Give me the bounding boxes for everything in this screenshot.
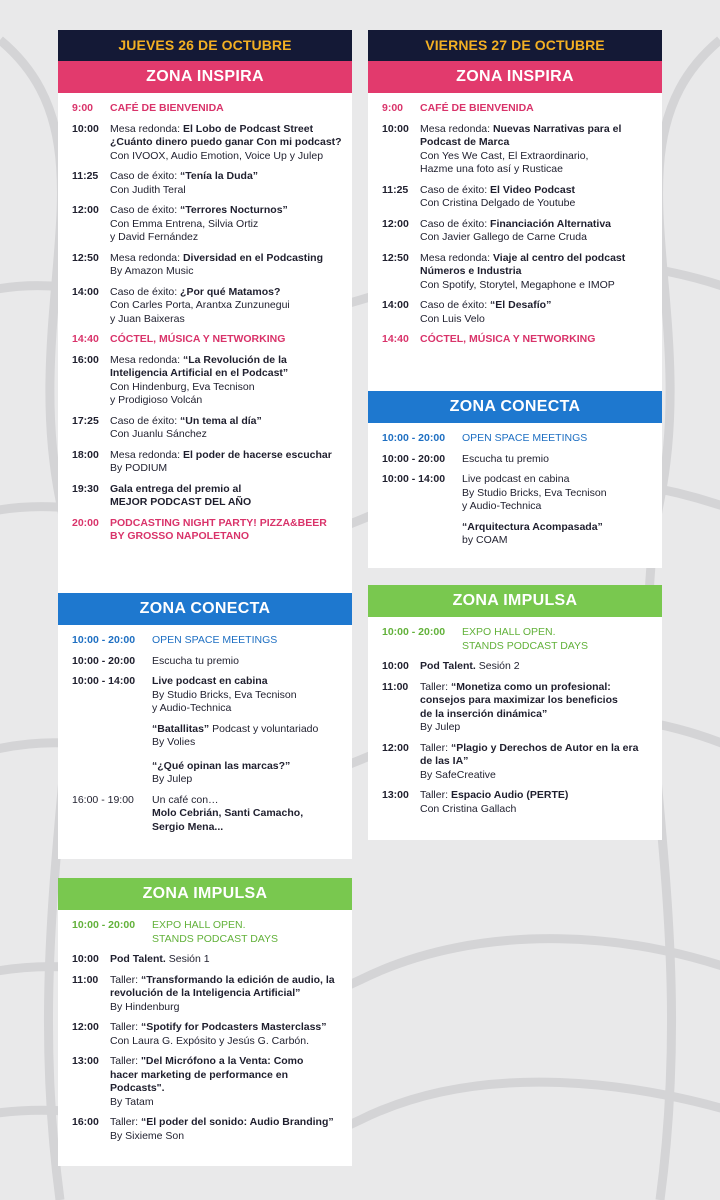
list-item: 11:00 Taller: “Monetiza como un profesional: consejos para maximizar los beneficios de la inserción dinámica” By Julep — [382, 680, 618, 733]
list-item: 16:00 - 19:00 Un café con… Molo Cebrián, Santi Camacho, Sergio Mena... — [72, 793, 304, 833]
friday-impulsa-schedule — [368, 617, 662, 840]
list-item: 11:25 Caso de éxito: El Video Podcast Con Cristina Delgado de Youtube — [382, 183, 576, 209]
thursday-zona-inspira-header: ZONA INSPIRA — [58, 61, 352, 93]
list-item: “Batallitas” Podcast y voluntariado By Volies — [152, 722, 319, 748]
list-item: 10:00 Mesa redonda: Nuevas Narrativas para el Podcast de Marca Con Yes We Cast, El Extraordinario, Hazme una foto así y Rusticae — [382, 122, 622, 175]
list-item: 10:00 - 20:00 EXPO HALL OPEN. STANDS PODCAST DAYS — [382, 626, 589, 652]
list-item: 17:25 Caso de éxito: “Un tema al día” Con Juanlu Sánchez — [72, 414, 262, 440]
list-item: 14:00 Caso de éxito: ¿Por qué Matamos? Con Carles Porta, Arantxa Zunzunegui y Juan Baixeras — [72, 285, 290, 325]
list-item: 13:00 Taller: Espacio Audio (PERTE) Con Cristina Gallach — [382, 789, 569, 815]
friday-inspira-schedule — [368, 93, 662, 420]
thursday-day-header: JUEVES 26 DE OCTUBRE — [58, 30, 352, 61]
friday-day-header: VIERNES 27 DE OCTUBRE — [368, 30, 662, 61]
list-item: 14:40 CÓCTEL, MÚSICA Y NETWORKING — [382, 333, 596, 345]
list-item: 10:00 - 14:00 Live podcast en cabina By Studio Bricks, Eva Tecnison y Audio-Technica — [72, 675, 297, 714]
list-item: 10:00 - 20:00 Escucha tu premio — [382, 452, 549, 465]
thursday-conecta-section — [58, 593, 352, 859]
list-item: 18:00 Mesa redonda: El poder de hacerse escuchar By PODIUM — [72, 448, 332, 474]
friday-zona-inspira-header: ZONA INSPIRA — [368, 61, 662, 93]
list-item: 11:25 Caso de éxito: “Tenía la Duda” Con Judith Teral — [72, 170, 259, 196]
thursday-zona-impulsa-header: ZONA IMPULSA — [58, 878, 352, 910]
friday-impulsa-section — [368, 585, 662, 840]
thursday-inspira-schedule — [58, 93, 352, 604]
thursday-impulsa-section — [58, 878, 352, 1166]
list-item: 14:40 CÓCTEL, MÚSICA Y NETWORKING — [72, 333, 286, 345]
thursday-conecta-schedule — [58, 625, 352, 859]
list-item: 16:00 Mesa redonda: “La Revolución de la Inteligencia Artificial en el Podcast” Con Hindenburg, Eva Tecnison y Prodigioso Volcán — [72, 353, 289, 406]
friday-zona-impulsa-header: ZONA IMPULSA — [368, 585, 662, 617]
list-item: “Arquitectura Acompasada” by COAM — [462, 520, 603, 546]
list-item: 12:00 Taller: “Plagio y Derechos de Autor en la era de las IA” By SafeCreative — [382, 741, 639, 781]
list-item: 16:00 Taller: “El poder del sonido: Audio Branding” By Sixieme Son — [72, 1116, 334, 1142]
list-item: 20:00 PODCASTING NIGHT PARTY! PIZZA&BEER BY GROSSO NAPOLETANO — [72, 516, 327, 542]
list-item: 9:00 CAFÉ DE BIENVENIDA — [382, 102, 534, 114]
list-item: 12:50 Mesa redonda: Diversidad en el Podcasting By Amazon Music — [72, 251, 324, 277]
list-item: 9:00 CAFÉ DE BIENVENIDA — [72, 102, 224, 114]
thursday-impulsa-schedule — [58, 910, 352, 1166]
thursday-column — [58, 30, 352, 604]
list-item: 10:00 Pod Talent. Sesión 1 — [72, 953, 210, 965]
list-item: 19:30 Gala entrega del premio al MEJOR PODCAST DEL AÑO — [72, 482, 252, 508]
list-item: 12:00 Caso de éxito: Financiación Alternativa Con Javier Gallego de Carne Cruda — [382, 217, 612, 243]
list-item: 10:00 - 14:00 Live podcast en cabina By Studio Bricks, Eva Tecnison y Audio-Technica — [382, 473, 607, 512]
list-item: 10:00 - 20:00 OPEN SPACE MEETINGS — [382, 432, 588, 444]
friday-conecta-schedule — [368, 423, 662, 568]
list-item: 11:00 Taller: “Transformando la edición de audio, la revolución de la Inteligencia Artificial” By Hindenburg — [72, 973, 335, 1013]
list-item: 10:00 Mesa redonda: El Lobo de Podcast Street ¿Cuánto dinero puedo ganar Con mi podcast? Con IVOOX, Audio Emotion, Voice Up y Julep — [72, 122, 342, 162]
list-item: “¿Qué opinan las marcas?” By Julep — [152, 759, 291, 785]
list-item: 12:00 Caso de éxito: “Terrores Nocturnos” Con Emma Entrena, Silvia Ortiz y David Fernández — [72, 204, 288, 243]
friday-conecta-section — [368, 391, 662, 568]
friday-column — [368, 30, 662, 420]
thursday-zona-conecta-header: ZONA CONECTA — [58, 593, 352, 625]
list-item: 12:50 Mesa redonda: Viaje al centro del podcast Números e Industria Con Spotify, Storytel, Megaphone e IMOP — [382, 251, 626, 291]
list-item: 10:00 - 20:00 OPEN SPACE MEETINGS — [72, 634, 278, 646]
list-item: 12:00 Taller: “Spotify for Podcasters Masterclass” Con Laura G. Expósito y Jesús G. Carbón. — [72, 1021, 327, 1047]
list-item: 10:00 - 20:00 Escucha tu premio — [72, 654, 239, 667]
list-item: 14:00 Caso de éxito: “El Desafío” Con Luis Velo — [382, 299, 552, 325]
list-item: 13:00 Taller: "Del Micrófono a la Venta: Como hacer marketing de performance en Podcasts". By Tatam — [72, 1055, 304, 1108]
list-item: 10:00 Pod Talent. Sesión 2 — [382, 660, 520, 672]
friday-zona-conecta-header: ZONA CONECTA — [368, 391, 662, 423]
list-item: 10:00 - 20:00 EXPO HALL OPEN. STANDS PODCAST DAYS — [72, 919, 279, 945]
